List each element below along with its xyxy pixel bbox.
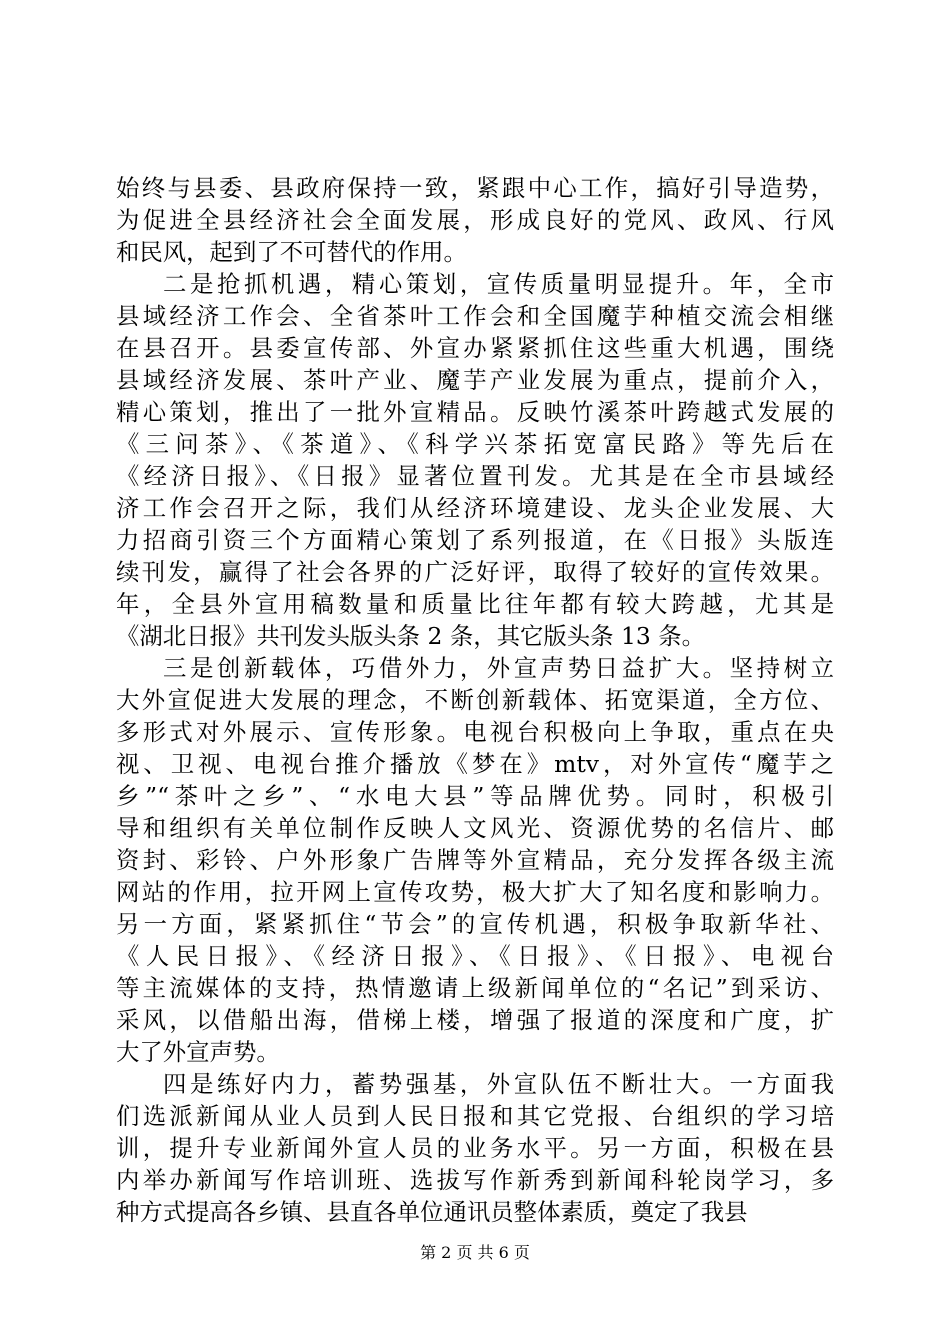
text-line: 《人民日报》、《经济日报》、《日报》、《日报》、电视台 — [116, 942, 834, 970]
text-line: 为促进全县经济社会全面发展，形成良好的党风、政风、行风 — [116, 206, 834, 234]
text-line: 县域经济发展、茶叶产业、魔芋产业发展为重点，提前介入， — [116, 366, 834, 394]
text-line: 精心策划，推出了一批外宣精品。反映竹溪茶叶跨越式发展的 — [116, 398, 834, 426]
text-line: 《湖北日报》共刊发头版头条 2 条，其它版头条 13 条。 — [116, 622, 705, 650]
text-line: 力招商引资三个方面精心策划了系列报道，在《日报》头版连 — [116, 526, 834, 554]
text-line: 们选派新闻从业人员到人民日报和其它党报、台组织的学习培 — [116, 1102, 834, 1130]
text-line: 年，全县外宣用稿数量和质量比往年都有较大跨越，尤其是 — [116, 590, 834, 618]
text-line: 大了外宣声势。 — [116, 1038, 280, 1066]
text-line: 县域经济工作会、全省茶叶工作会和全国魔芋种植交流会相继 — [116, 302, 834, 330]
paragraph — [116, 652, 834, 1068]
text-line: 采风，以借船出海，借梯上楼，增强了报道的深度和广度，扩 — [116, 1006, 834, 1034]
text-line: 《经济日报》、《日报》显著位置刊发。尤其是在全市县域经 — [116, 462, 834, 490]
text-line: 资封、彩铃、户外形象广告牌等外宣精品，充分发挥各级主流 — [116, 846, 834, 874]
text-line: 另一方面，紧紧抓住“节会”的宣传机遇，积极争取新华社、 — [116, 910, 834, 938]
paragraph — [116, 268, 834, 652]
text-line: 《三问茶》、《茶道》、《科学兴茶拓宽富民路》等先后在 — [116, 430, 834, 458]
text-line: 网站的作用，拉开网上宣传攻势，极大扩大了知名度和影响力。 — [116, 878, 834, 906]
text-line: 训，提升专业新闻外宣人员的业务水平。另一方面，积极在县 — [116, 1134, 834, 1162]
text-line: 导和组织有关单位制作反映人文风光、资源优势的名信片、邮 — [116, 814, 834, 842]
text-line: 视、卫视、电视台推介播放《梦在》mtv，对外宣传“魔芋之 — [116, 750, 834, 778]
text-line: 三是创新载体，巧借外力，外宣声势日益扩大。坚持树立 — [163, 654, 834, 682]
paragraph — [116, 1068, 834, 1228]
text-line: 乡”“茶叶之乡”、“水电大县”等品牌优势。同时，积极引 — [116, 782, 834, 810]
text-line: 四是练好内力，蓄势强基，外宣队伍不断壮大。一方面我 — [163, 1070, 834, 1098]
text-line: 济工作会召开之际，我们从经济环境建设、龙头企业发展、大 — [116, 494, 834, 522]
text-line: 始终与县委、县政府保持一致，紧跟中心工作，搞好引导造势， — [116, 174, 834, 202]
text-line: 大外宣促进大发展的理念，不断创新载体、拓宽渠道，全方位、 — [116, 686, 834, 714]
page-footer: 第 2 页 共 6 页 — [420, 1243, 530, 1262]
text-line: 和民风，起到了不可替代的作用。 — [116, 238, 467, 266]
text-line: 在县召开。县委宣传部、外宣办紧紧抓住这些重大机遇，围绕 — [116, 334, 834, 362]
text-line: 内举办新闻写作培训班、选拔写作新秀到新闻科轮岗学习，多 — [116, 1166, 834, 1194]
text-line: 种方式提高各乡镇、县直各单位通讯员整体素质，奠定了我县 — [116, 1198, 748, 1226]
text-line: 二是抢抓机遇，精心策划，宣传质量明显提升。年，全市 — [163, 270, 834, 298]
body-text — [116, 172, 834, 1228]
text-line: 续刊发，赢得了社会各界的广泛好评，取得了较好的宣传效果。 — [116, 558, 834, 586]
text-line: 多形式对外展示、宣传形象。电视台积极向上争取，重点在央 — [116, 718, 834, 746]
paragraph — [116, 172, 834, 268]
text-line: 等主流媒体的支持，热情邀请上级新闻单位的“名记”到采访、 — [116, 974, 834, 1002]
